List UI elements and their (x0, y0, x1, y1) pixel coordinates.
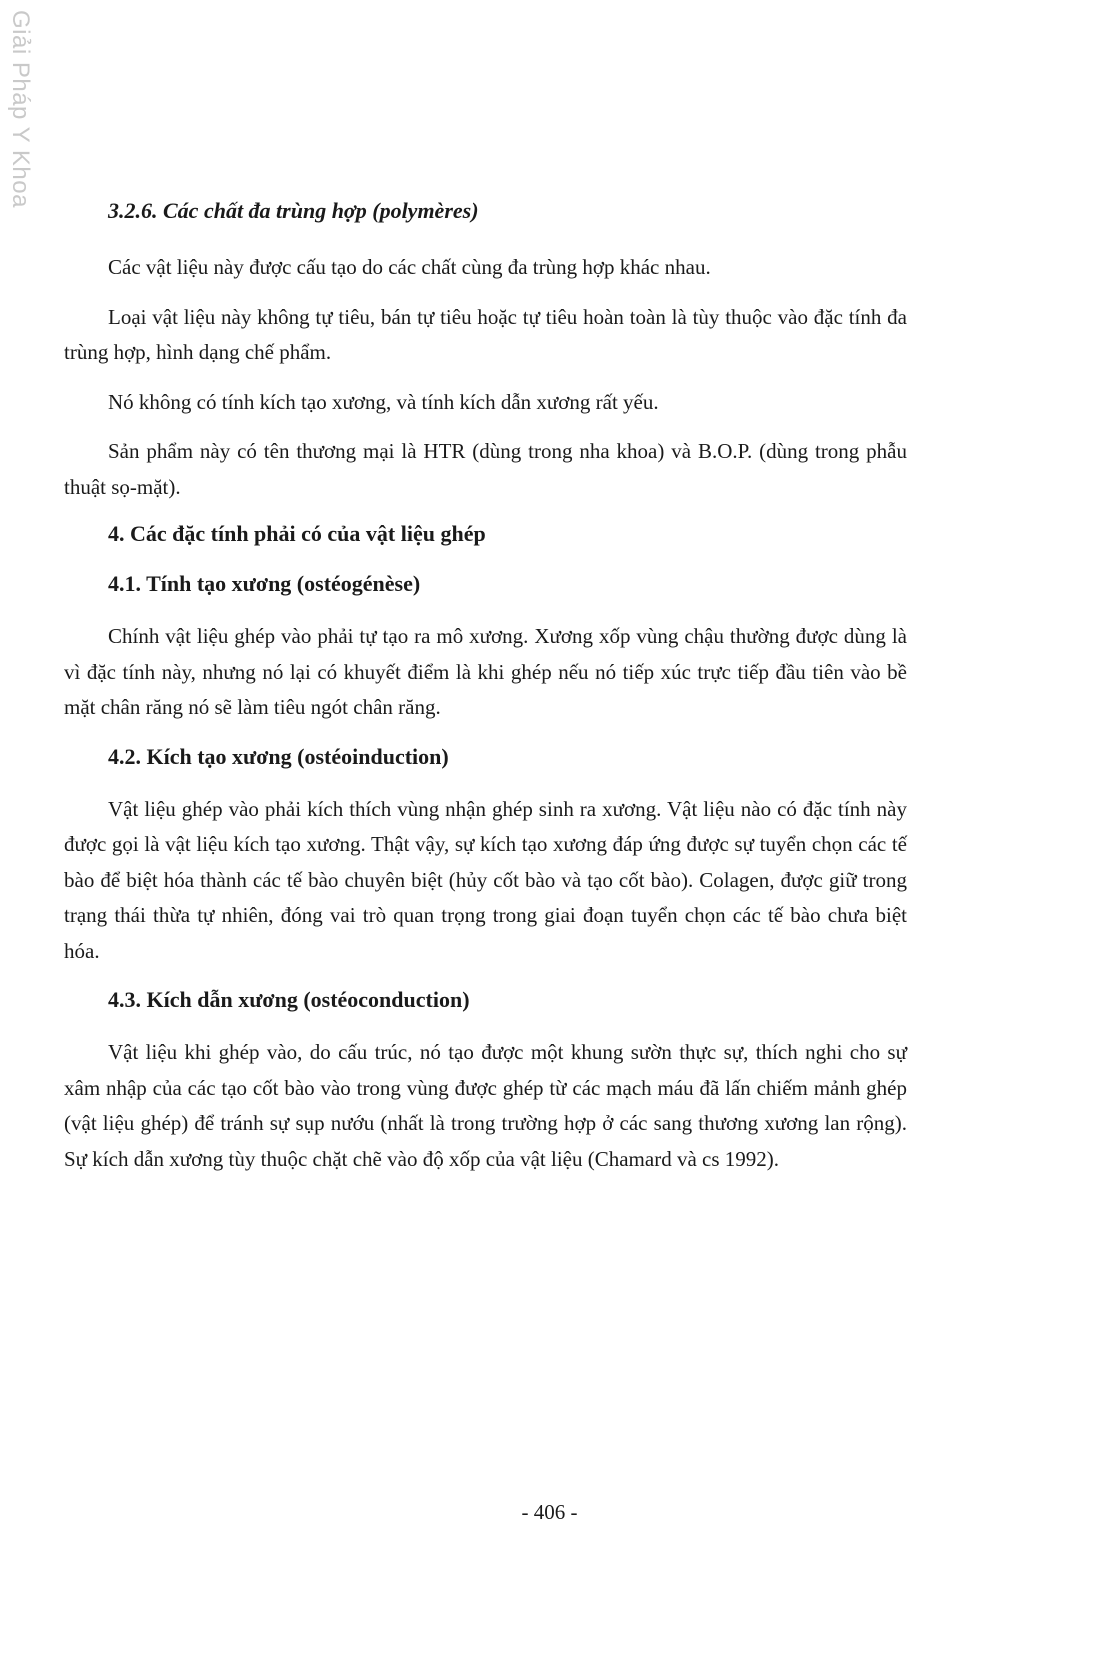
page-content (64, 196, 907, 1193)
section-42-title: 4.2. Kích tạo xương (ostéoinduction) (108, 743, 449, 769)
section-326-paragraph-4: Sản phẩm này có tên thương mại là HTR (dùng trong nha khoa) và B.O.P. (dùng trong phẫu thuật sọ-mặt). (64, 439, 907, 499)
section-326-title: 3.2.6. Các chất đa trùng hợp (polymères) (108, 198, 479, 223)
page-number: - 406 - (521, 1500, 578, 1524)
section-43-paragraph: Vật liệu khi ghép vào, do cấu trúc, nó tạo được một khung sườn thực sự, thích nghi cho sự xâm nhập của các tạo cốt bào vào trong vùng được ghép từ các mạch máu đã lấn chiếm mảnh ghép (vật liệu ghép) để tránh sự sụp nướu (nhất là trong trường hợp ở các sang thương xương lan rộng). Sự kích dẫn xương tùy thuộc chặt chẽ vào độ xốp của vật liệu (Chamard và cs 1992). (64, 1040, 907, 1171)
section-326-paragraph-1: Các vật liệu này được cấu tạo do các chất cùng đa trùng hợp khác nhau. (108, 255, 711, 279)
section-41-title: 4.1. Tính tạo xương (ostéogénèse) (108, 571, 421, 596)
section-326-paragraph-3: Nó không có tính kích tạo xương, và tính kích dẫn xương rất yếu. (108, 389, 659, 414)
section-4-title: 4. Các đặc tính phải có của vật liệu ghép (108, 521, 486, 546)
section-42-paragraph: Vật liệu ghép vào phải kích thích vùng nhận ghép sinh ra xương. Vật liệu nào có đặc tính này được gọi là vật liệu kích tạo xương. Thật vậy, sự kích tạo xương đáp ứng được sự tuyển chọn các tế bào để biệt hóa thành các tế bào chuyên biệt (hủy cốt bào và tạo cốt bào). Colagen, được giữ trong trạng thái thừa tự nhiên, đóng vai trò quan trọng trong giai đoạn tuyển chọn các tế bào chưa biệt hóa. (64, 796, 907, 963)
section-41-paragraph: Chính vật liệu ghép vào phải tự tạo ra mô xương. Xương xốp vùng chậu thường được dùng là vì đặc tính này, nhưng nó lại có khuyết điểm là khi ghép nếu nó tiếp xúc trực tiếp đầu tiên vào bề mặt chân răng nó sẽ làm tiêu ngót chân răng. (64, 624, 907, 719)
watermark: Giải Pháp Y Khoa (7, 10, 34, 208)
section-326-paragraph-2: Loại vật liệu này không tự tiêu, bán tự tiêu hoặc tự tiêu hoàn toàn là tùy thuộc vào đặc tính đa trùng hợp, hình dạng chế phẩm. (64, 304, 907, 364)
section-43-title: 4.3. Kích dẫn xương (ostéoconduction) (108, 987, 470, 1012)
